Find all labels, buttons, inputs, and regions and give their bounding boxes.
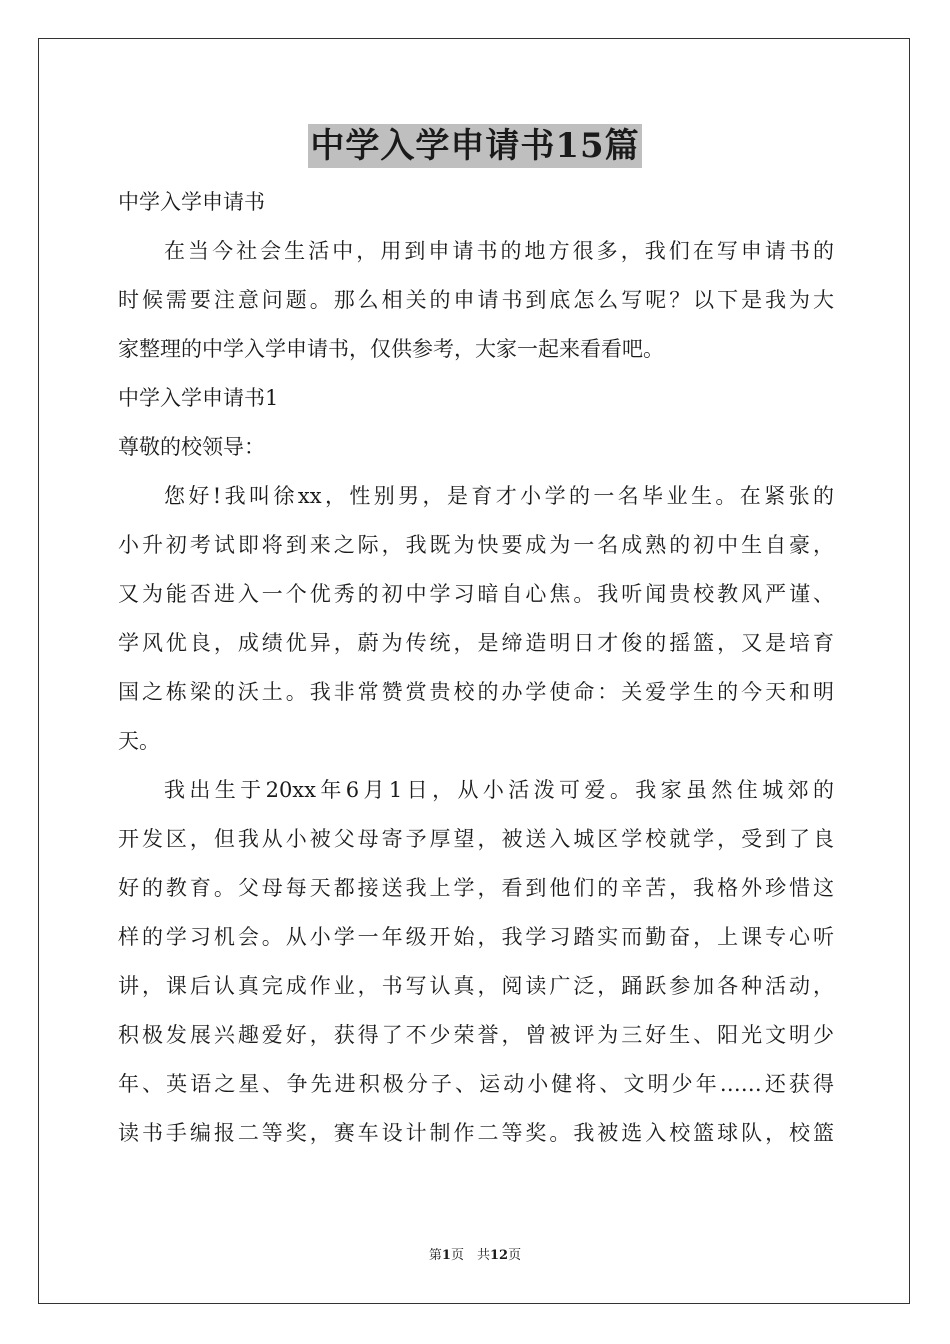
text-line: 讲，课后认真完成作业，书写认真，阅读广泛，踊跃参加各种活动， [118,974,834,998]
page-label-prefix: 第 [428,1248,442,1263]
text-line: 您好!我叫徐xx，性别男，是育才小学的一名毕业生。在紧张的 [164,484,834,508]
text-line: 小升初考试即将到来之际，我既为快要成为一名成熟的初中生自豪， [118,533,834,557]
title-area [0,124,950,168]
text-line: 年、英语之星、争先进积极分子、运动小健将、文明少年……还获得 [118,1072,834,1096]
text-line: 中学入学申请书1 [118,386,279,410]
text-line: 家整理的中学入学申请书，仅供参考，大家一起来看看吧。 [118,337,664,361]
text-line: 积极发展兴趣爱好，获得了不少荣誉，曾被评为三好生、阳光文明少 [118,1023,834,1047]
text-line: 中学入学申请书 [118,190,265,214]
text-line: 开发区，但我从小被父母寄予厚望，被送入城区学校就学，受到了良 [118,827,834,851]
current-page-number: 1 [441,1248,451,1263]
document-body [118,178,834,1158]
page-label-middle: 页 共 [450,1248,490,1263]
text-line: 学风优良，成绩优异，蔚为传统，是缔造明日才俊的摇篮，又是培育 [118,631,834,655]
text-line: 好的教育。父母每天都接送我上学，看到他们的辛苦，我格外珍惜这 [118,876,834,900]
text-line: 读书手编报二等奖，赛车设计制作二等奖。我被选入校篮球队，校篮 [118,1121,834,1145]
text-line: 又为能否进入一个优秀的初中学习暗自心焦。我听闻贵校教风严谨、 [118,582,834,606]
text-line: 我出生于20xx年6月1日，从小活泼可爱。我家虽然住城郊的 [164,778,834,802]
page-label-suffix: 页 [508,1248,522,1263]
text-line: 国之栋梁的沃土。我非常赞赏贵校的办学使命：关爱学生的今天和明 [118,680,834,704]
text-line: 样的学习机会。从小学一年级开始，我学习踏实而勤奋，上课专心听 [118,925,834,949]
text-line: 时候需要注意问题。那么相关的申请书到底怎么写呢？以下是我为大 [118,288,834,312]
text-line: 尊敬的校领导： [118,435,265,459]
total-page-count: 12 [489,1248,509,1263]
page-footer [0,1247,950,1265]
document-title: 中学入学申请书15篇 [310,126,640,166]
text-line: 天。 [118,729,160,753]
text-line: 在当今社会生活中，用到申请书的地方很多，我们在写申请书的 [164,239,834,263]
